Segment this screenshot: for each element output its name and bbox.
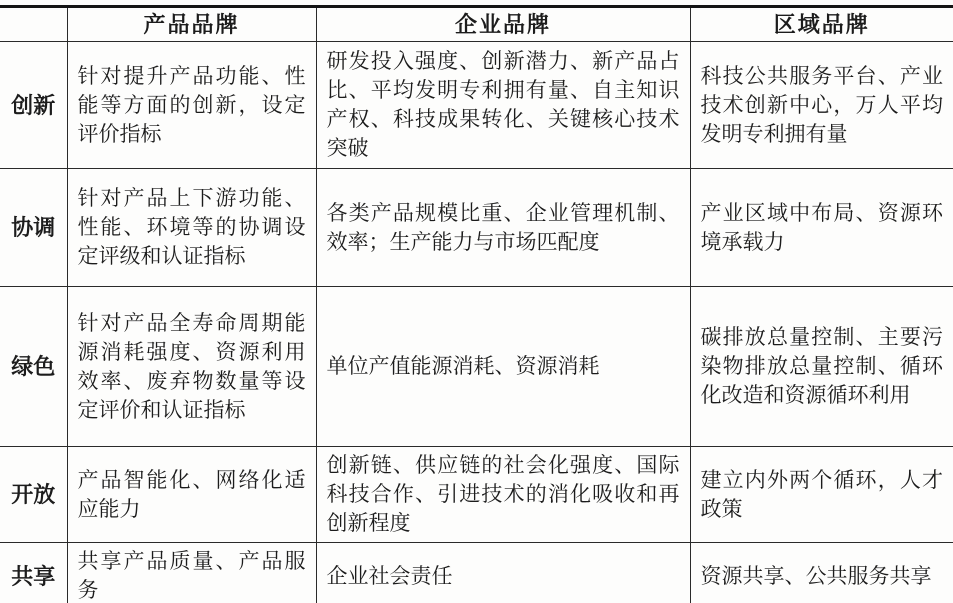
row-header-coordination: 协调 (0, 169, 67, 287)
cell-open-enterprise: 创新链、供应链的社会化强度、国际科技合作、引进技术的消化吸收和再创新程度 (316, 447, 690, 543)
table-row-green (0, 287, 953, 447)
cell-green-region: 碳排放总量控制、主要污染物排放总量控制、循环化改造和资源循环利用 (690, 287, 953, 447)
col-header-enterprise-brand: 企业品牌 (316, 7, 690, 42)
table-row-share (0, 543, 953, 603)
cell-innovation-product: 针对提升产品功能、性能等方面的创新，设定评价指标 (67, 42, 316, 169)
cell-open-product: 产品智能化、网络化适应能力 (67, 447, 316, 543)
cell-open-region: 建立内外两个循环，人才政策 (690, 447, 953, 543)
brand-evaluation-table (0, 5, 953, 603)
cell-green-enterprise: 单位产值能源消耗、资源消耗 (316, 287, 690, 447)
cell-coordination-region: 产业区域中布局、资源环境承载力 (690, 169, 953, 287)
cell-share-enterprise: 企业社会责任 (316, 543, 690, 603)
header-row (0, 7, 953, 42)
col-header-dimension (0, 7, 67, 42)
cell-green-product: 针对产品全寿命周期能源消耗强度、资源利用效率、废弃物数量等设定评价和认证指标 (67, 287, 316, 447)
col-header-product-brand: 产品品牌 (67, 7, 316, 42)
cell-innovation-region: 科技公共服务平台、产业技术创新中心，万人平均发明专利拥有量 (690, 42, 953, 169)
row-header-open: 开放 (0, 447, 67, 543)
row-header-green: 绿色 (0, 287, 67, 447)
col-header-region-brand: 区域品牌 (690, 7, 953, 42)
row-header-share: 共享 (0, 543, 67, 603)
cell-innovation-enterprise: 研发投入强度、创新潜力、新产品占比、平均发明专利拥有量、自主知识产权、科技成果转化、关键核心技术突破 (316, 42, 690, 169)
row-header-innovation: 创新 (0, 42, 67, 169)
cell-share-region: 资源共享、公共服务共享 (690, 543, 953, 603)
cell-coordination-product: 针对产品上下游功能、性能、环境等的协调设定评级和认证指标 (67, 169, 316, 287)
cell-coordination-enterprise: 各类产品规模比重、企业管理机制、效率；生产能力与市场匹配度 (316, 169, 690, 287)
table-row-coordination (0, 169, 953, 287)
cell-share-product: 共享产品质量、产品服务 (67, 543, 316, 603)
table-row-innovation (0, 42, 953, 169)
table-row-open (0, 447, 953, 543)
